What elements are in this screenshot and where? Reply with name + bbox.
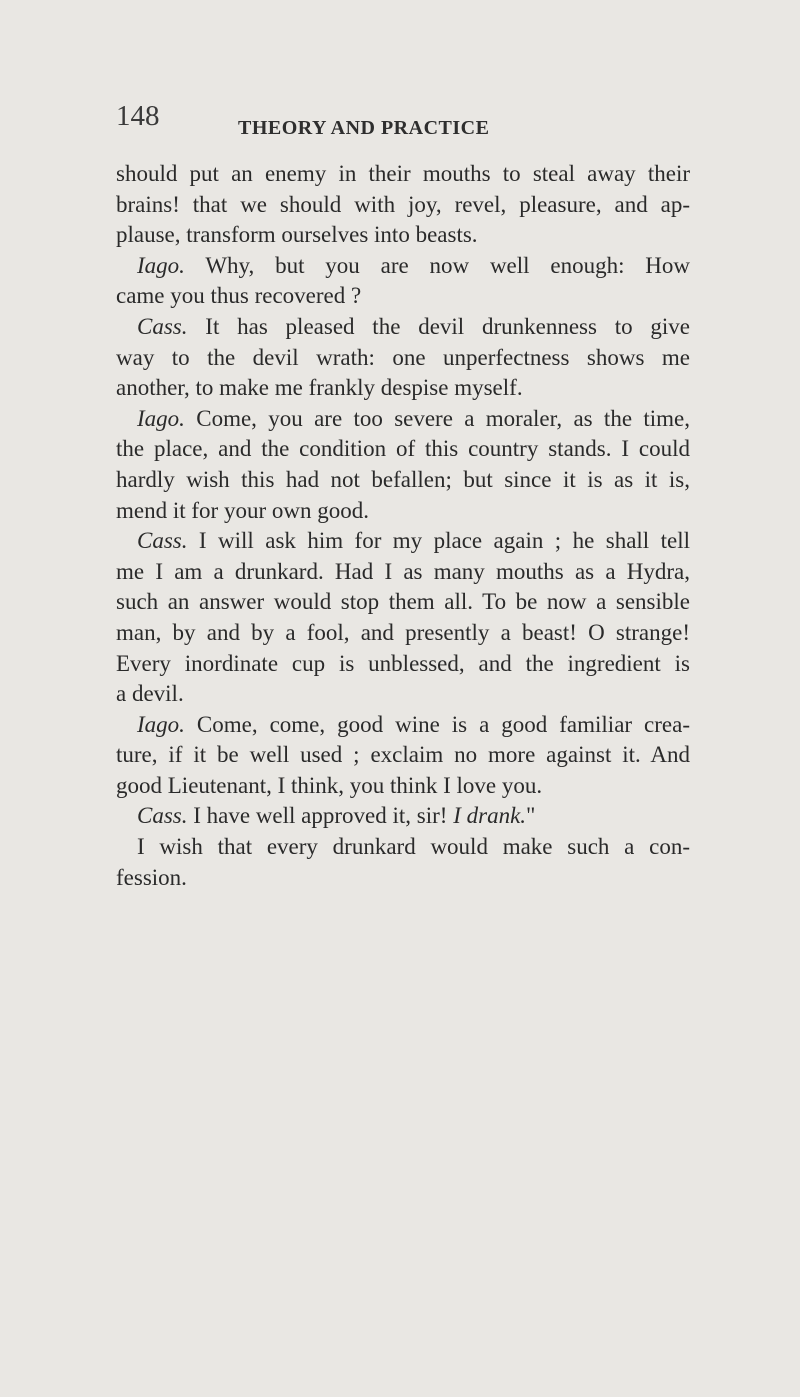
text-line <box>116 526 690 557</box>
text-line <box>116 801 690 832</box>
speaker-name: Iago. <box>137 405 185 431</box>
text-span: way to the devil wrath: one unperfectness shows me <box>116 344 690 370</box>
emphasis-text: I drank. <box>453 803 527 829</box>
speaker-name: Iago. <box>137 711 185 737</box>
text-span: hardly wish this had not befallen; but since it is as it is, <box>116 466 690 492</box>
text-line <box>116 434 690 465</box>
text-span: another, to make me frankly despise myself. <box>116 375 523 401</box>
text-span: brains! that we should with joy, revel, pleasure, and ap- <box>116 191 690 217</box>
text-span: good Lieutenant, I think, you think I love you. <box>116 772 543 798</box>
text-span: " <box>526 803 536 829</box>
text-span: such an answer would stop them all. To be now a sensible <box>116 589 690 615</box>
text-span: man, by and by a fool, and presently a beast! O strange! <box>116 619 690 645</box>
text-line <box>116 281 690 312</box>
text-span: should put an enemy in their mouths to steal away their <box>116 161 690 186</box>
text-span: a devil. <box>116 681 184 707</box>
text-line <box>116 863 690 894</box>
text-line <box>116 710 690 741</box>
text-line <box>116 251 690 282</box>
text-line <box>116 618 690 649</box>
text-span: plause, transform ourselves into beasts. <box>116 222 478 248</box>
text-line <box>116 404 690 435</box>
running-head: THEORY AND PRACTICE <box>238 117 490 139</box>
text-span: I wish that every drunkard would make such a con- <box>137 834 690 860</box>
text-line <box>116 587 690 618</box>
body-text <box>116 159 690 893</box>
text-line <box>116 832 690 863</box>
speaker-name: Cass. <box>137 313 188 339</box>
text-line <box>116 740 690 771</box>
text-span: Every inordinate cup is unblessed, and the ingredient is <box>116 650 690 676</box>
speaker-name: Cass. <box>137 528 188 554</box>
text-line <box>116 220 690 251</box>
text-line <box>116 343 690 374</box>
speaker-name: Cass. <box>137 803 188 829</box>
text-span: me I am a drunkard. Had I as many mouths as a Hydra, <box>116 558 690 584</box>
text-span: Come, come, good wine is a good familiar crea- <box>184 711 690 737</box>
text-span: mend it for your own good. <box>116 497 369 523</box>
text-span: Come, you are too severe a moraler, as the time, <box>184 405 690 431</box>
text-line <box>116 771 690 802</box>
text-span: the place, and the condition of this country stands. I could <box>116 436 690 462</box>
text-line <box>116 679 690 710</box>
text-line <box>116 373 690 404</box>
text-span: ture, if it be well used ; exclaim no more against it. And <box>116 742 690 768</box>
text-line <box>116 557 690 588</box>
text-span: It has pleased the devil drunkenness to give <box>187 313 690 339</box>
text-span: Why, but you are now well enough: How <box>184 252 690 278</box>
text-span: I have well approved it, sir! <box>187 803 454 829</box>
text-span: I will ask him for my place again ; he shall tell <box>187 528 690 554</box>
text-span: fession. <box>116 864 187 890</box>
text-line <box>116 649 690 680</box>
text-line <box>116 312 690 343</box>
text-span: came you thus recovered ? <box>116 283 362 309</box>
page-number: 148 <box>116 100 160 132</box>
text-line <box>116 465 690 496</box>
text-line <box>116 496 690 527</box>
text-line <box>116 190 690 221</box>
text-line <box>116 159 690 190</box>
speaker-name: Iago. <box>137 252 185 278</box>
